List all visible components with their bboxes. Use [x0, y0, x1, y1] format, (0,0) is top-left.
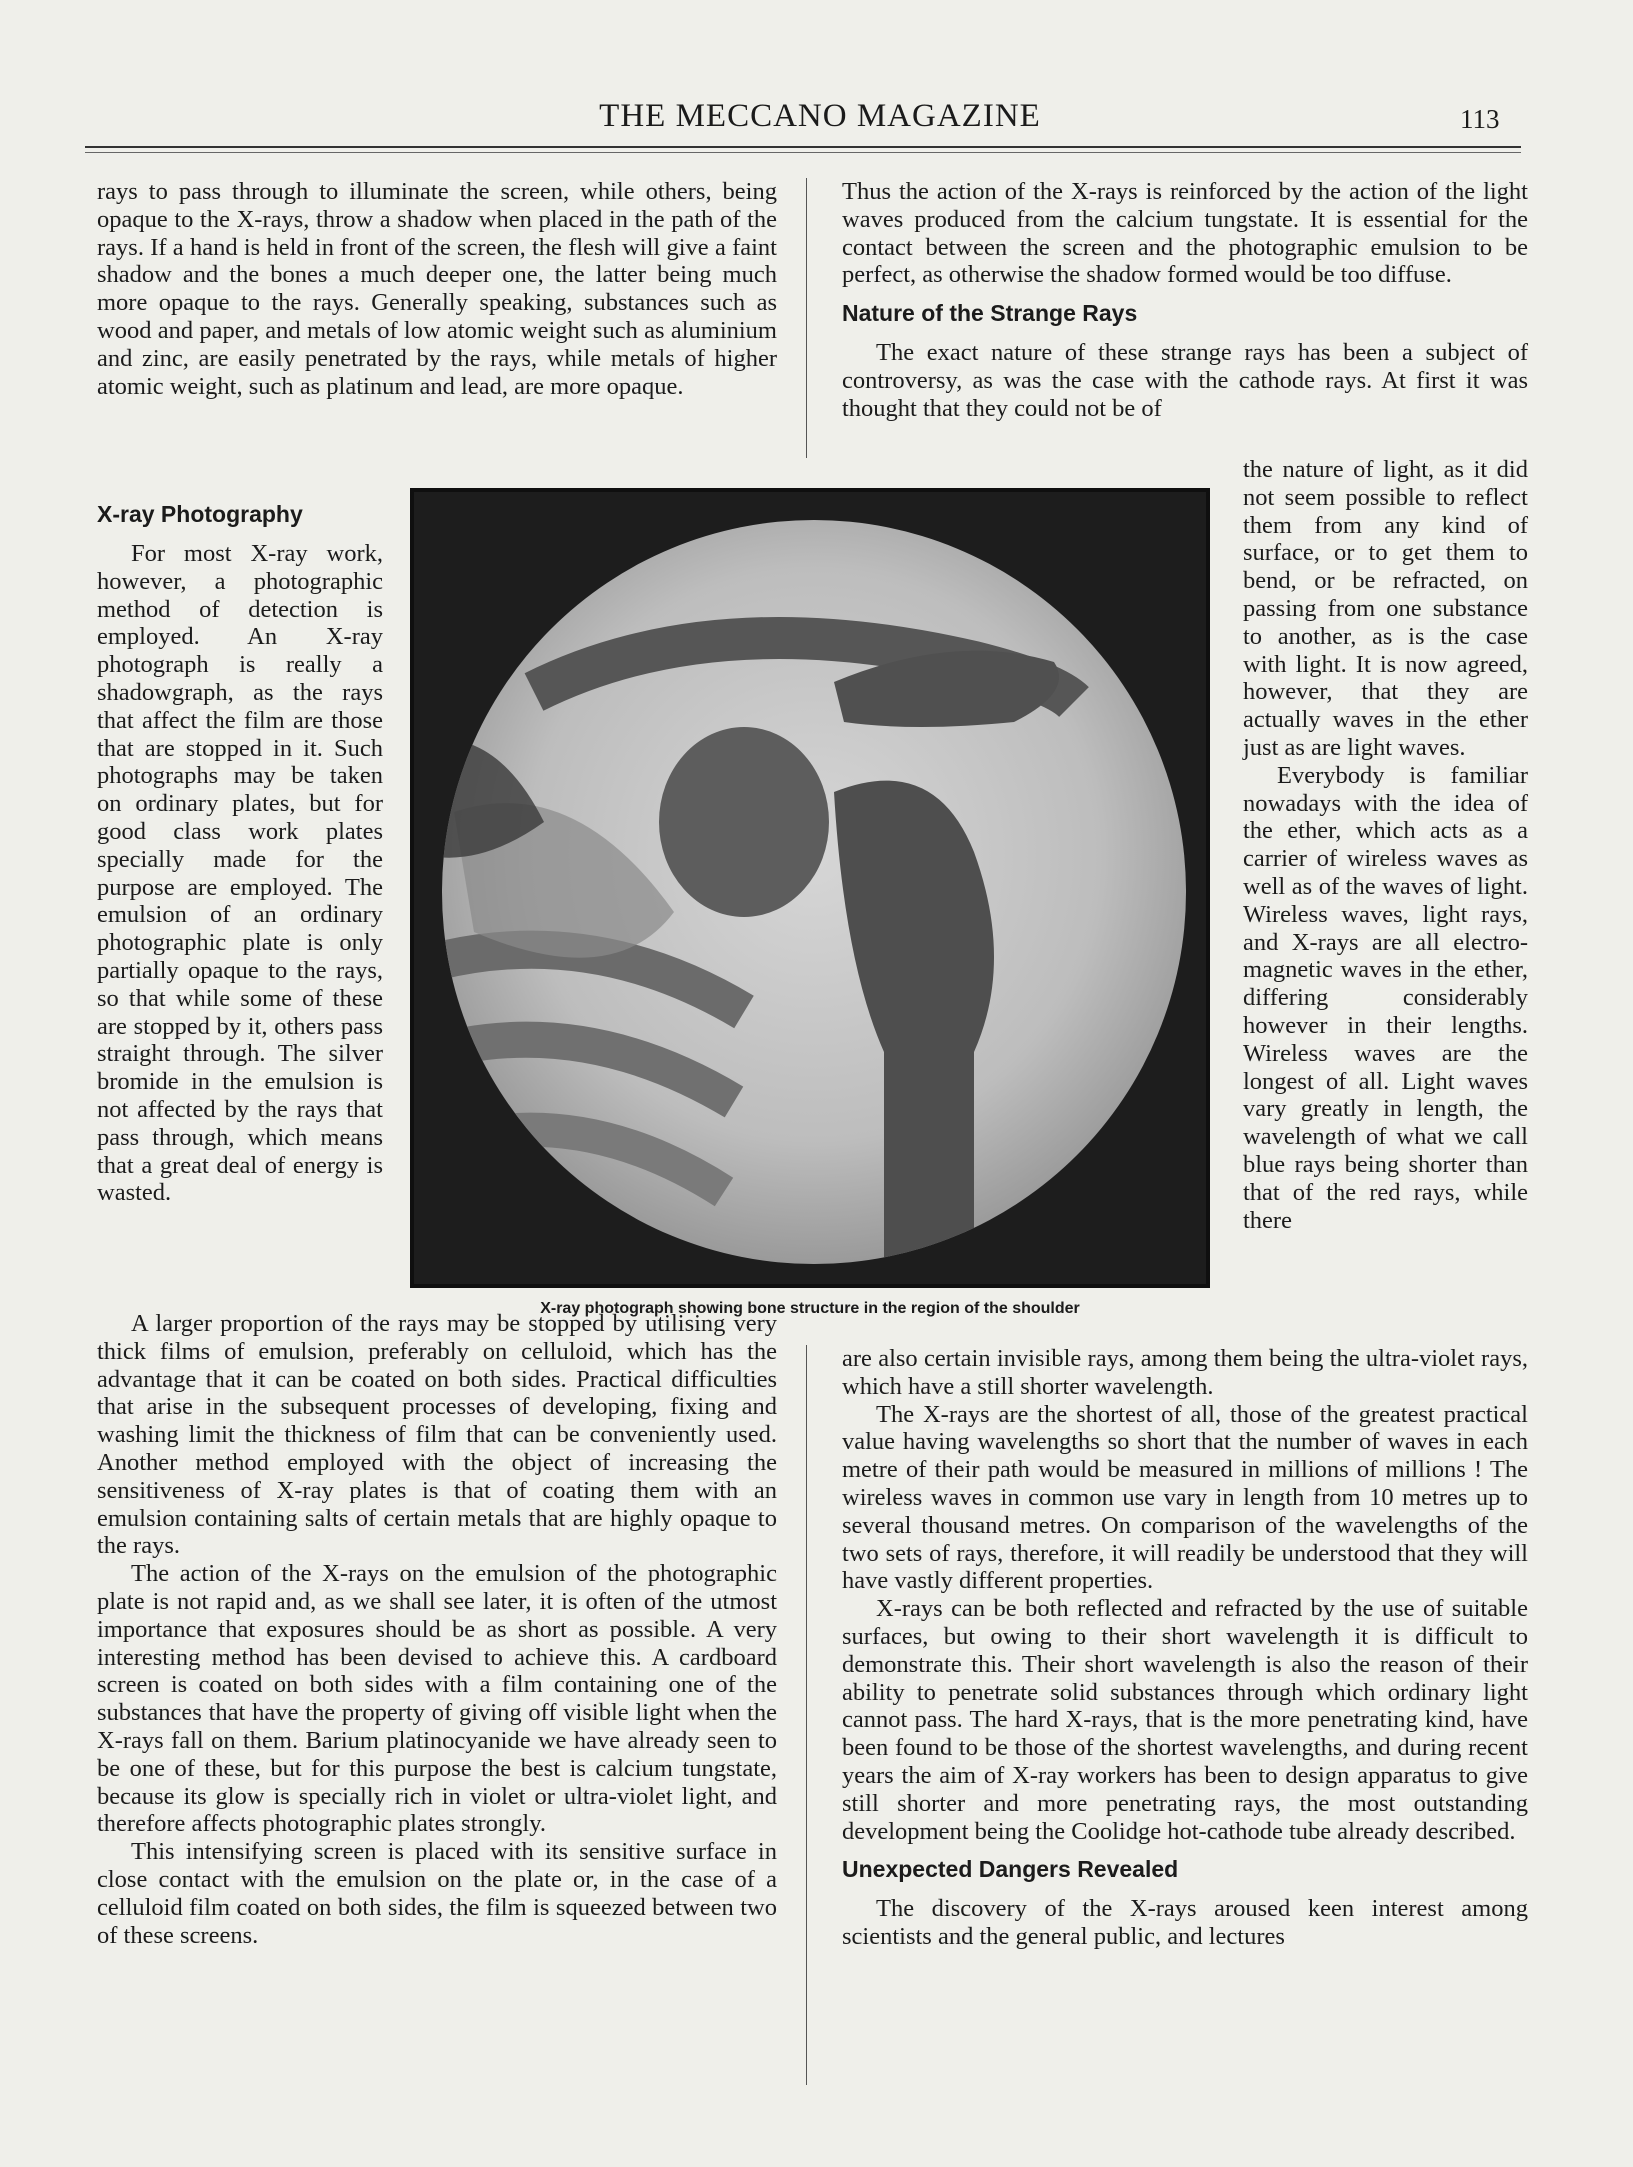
right-column-bottom — [842, 1345, 1528, 1951]
section-heading-xray-photography: X-ray Photography — [97, 501, 303, 527]
section-heading-nature: Nature of the Strange Rays — [842, 300, 1138, 327]
paragraph: the nature of light, as it did not seem possible to reflect them from any kind of surface, or to get them to bend, or be refracted, on passing from one substance to another, as is the case with light. It is now agreed, however, that they are actually waves in the ether just as are light waves. — [1243, 456, 1528, 761]
paragraph: Thus the action of the X-rays is reinforced by the action of the light waves produced from the calcium tungstate. It is essential for the contact between the screen and the photographic emulsion to be perfect, as otherwise the shadow formed would be too diffuse. — [842, 178, 1528, 289]
paragraph: The discovery of the X-rays aroused keen interest among scientists and the general public, and lectures — [842, 1895, 1528, 1951]
paragraph: Everybody is familiar nowadays with the idea of the ether, which acts as a carrier of wireless waves as well as of the waves of light. Wireless waves, light rays, and X-rays are all electro-magnetic waves in the ether, differing considerably however in their lengths. Wireless waves are the longest of all. Light waves vary greatly in length, the wavelength of what we call blue rays being shorter than that of the red rays, while there — [1243, 761, 1528, 1234]
header-rule-thin — [85, 152, 1521, 153]
left-column-top — [97, 178, 777, 400]
paragraph: This intensifying screen is placed with its sensitive surface in close contact with the emulsion on the plate or, in the case of a celluloid film coated on both sides, the film is squeezed between two of these screens. — [97, 1838, 777, 1949]
right-column-narrow — [1243, 456, 1528, 1234]
paragraph: For most X-ray work, however, a photographic method of detection is employed. An X-ray photograph is really a shadowgraph, as the rays that affect the film are those that are stopped in it. Such photographs may be taken on ordinary plates, but for good class work plates specially made for the purpose are employed. The emulsion of an ordinary photographic plate is only partially opaque to the rays, so that while some of these are stopped by it, others pass straight through. The silver bromide in the emulsion is not affected by the rays that pass through, which means that a great deal of energy is wasted. — [97, 540, 383, 1207]
section-heading-dangers: Unexpected Dangers Revealed — [842, 1856, 1179, 1883]
header-rule — [85, 146, 1521, 148]
magazine-title: THE MECCANO MAGAZINE — [599, 98, 1041, 134]
paragraph: X-rays can be both reflected and refracted by the use of suitable surfaces, but owing to their short wavelength it is difficult to demonstrate this. Their short wavelength is also the reason of their ability to penetrate solid substances through which ordinary light cannot pass. The hard X-rays, that is the more penetrating kind, have been found to be those of the shortest wavelengths, and during recent years the aim of X-ray workers has been to design apparatus to give still shorter and more penetrating rays, the most outstanding development being the Coolidge hot-cathode tube already described. — [842, 1595, 1528, 1845]
paragraph: A larger proportion of the rays may be stopped by utilising very thick films of emulsion, preferably on celluloid, which has the advantage that it can be coated on both sides. Practical difficulties that arise in the subsequent processes of developing, fixing and washing limit the thickness of film that can be conveniently used. Another method employed with the object of increasing the sensitiveness of X-ray plates is that of coating them with an emulsion containing salts of certain metals that are highly opaque to the rays. — [97, 1310, 777, 1560]
paragraph: The X-rays are the shortest of all, those of the greatest practical value having wavelengths so short that the number of waves in each metre of their path would be measured in millions of millions ! The wireless waves in common use vary in length from 10 metres up to several thousand metres. On comparison of the wavelengths of the two sets of rays, therefore, it will readily be understood that they will have vastly different properties. — [842, 1400, 1528, 1595]
left-column-bottom — [97, 1310, 777, 1949]
paragraph: rays to pass through to illuminate the screen, while others, being opaque to the X-rays, throw a shadow when placed in the path of the rays. If a hand is held in front of the screen, the flesh will give a faint shadow and the bones a much deeper one, the latter being much more opaque to the rays. Generally speaking, substances such as wood and paper, and metals of low atomic weight such as aluminium and zinc, are easily penetrated by the rays, while metals of higher atomic weight, such as platinum and lead, are more opaque. — [97, 178, 777, 400]
paragraph: The exact nature of these strange rays has been a subject of controversy, as was the case with the cathode rays. At first it was thought that they could not be of — [842, 339, 1528, 422]
figure-caption: X-ray photograph showing bone structure in the region of the shoulder — [540, 1300, 1080, 1317]
paragraph: are also certain invisible rays, among them being the ultra-violet rays, which have a still shorter wavelength. — [842, 1345, 1528, 1400]
xray-photograph — [410, 488, 1210, 1288]
column-separator — [806, 178, 807, 458]
right-column-top — [842, 178, 1528, 423]
column-separator — [806, 1345, 807, 2085]
left-column-narrow — [97, 490, 383, 1207]
xray-image — [414, 492, 1206, 1284]
page-number: 113 — [1460, 104, 1500, 134]
paragraph: The action of the X-rays on the emulsion of the photographic plate is not rapid and, as we shall see later, it is often of the utmost importance that exposures should be as short as possible. A very interesting method has been devised to achieve this. A cardboard screen is coated on both sides with a film containing one of the substances that have the property of giving off visible light when the X-rays fall on them. Barium platinocyanide we have already seen to be one of these, but for this purpose the best is calcium tungstate, because its glow is specially rich in violet or ultra-violet light, and therefore affects photographic plates strongly. — [97, 1560, 777, 1838]
